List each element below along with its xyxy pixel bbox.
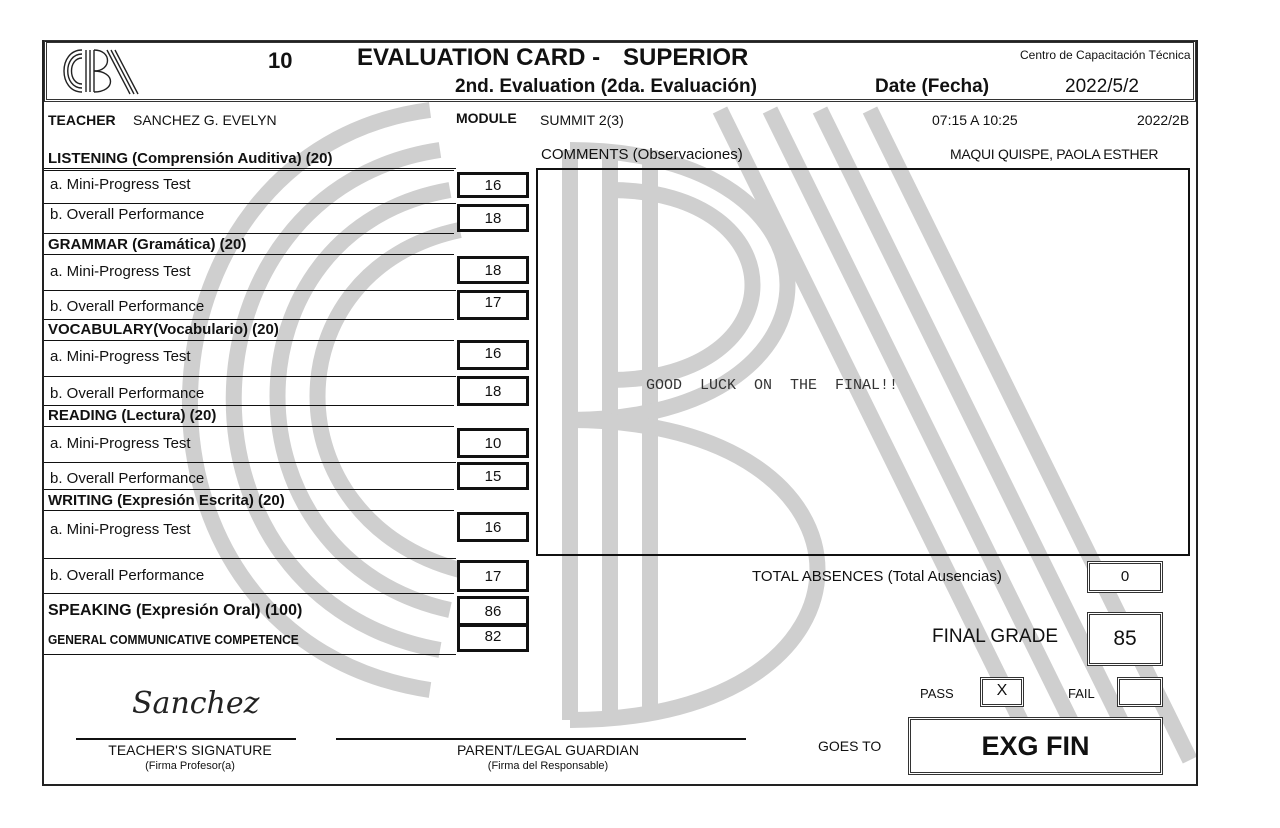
grammar-mini-label: a. Mini-Progress Test [50, 263, 191, 280]
cba-logo-icon [52, 44, 144, 98]
final-grade-value: 85 [1087, 612, 1163, 666]
student-name: MAQUI QUISPE, PAOLA ESTHER [950, 146, 1159, 162]
absences-value: 0 [1087, 561, 1163, 593]
section-title-reading: READING (Lectura) (20) [48, 407, 217, 424]
goes-to-value: EXG FIN [908, 717, 1163, 775]
reading-overall-score: 15 [457, 462, 529, 490]
schedule: 07:15 A 10:25 [932, 112, 1018, 128]
teacher-label: TEACHER [48, 112, 116, 128]
pass-label: PASS [920, 686, 954, 701]
institution-name: Centro de Capacitación Técnica [1020, 48, 1191, 62]
comments-label: COMMENTS (Observaciones) [541, 146, 743, 163]
grammar-overall-score: 17 [457, 290, 529, 320]
card-number: 10 [268, 48, 293, 73]
grammar-overall-label: b. Overall Performance [50, 298, 205, 315]
vocabulary-overall-label: b. Overall Performance [50, 385, 205, 402]
teacher-signature: Sanchez [132, 686, 260, 721]
listening-overall-score: 18 [457, 204, 529, 232]
section-title-listening: LISTENING (Comprensión Auditiva) (20) [48, 150, 333, 167]
section-title-writing: WRITING (Expresión Escrita) (20) [48, 492, 285, 509]
goes-to-label: GOES TO [818, 738, 882, 754]
reading-mini-label: a. Mini-Progress Test [50, 435, 191, 452]
writing-mini-score: 16 [457, 512, 529, 542]
period: 2022/2B [1137, 112, 1190, 128]
card-level: SUPERIOR [623, 44, 749, 71]
teacher-name: SANCHEZ G. EVELYN [133, 112, 277, 128]
date-label: Date (Fecha) [875, 76, 990, 97]
speaking-score: 86 [457, 596, 529, 626]
writing-mini-label: a. Mini-Progress Test [50, 521, 191, 538]
card-title: EVALUATION CARD - [357, 44, 601, 71]
teacher-signature-label: TEACHER'S SIGNATURE [108, 742, 272, 758]
section-title-grammar: GRAMMAR (Gramática) (20) [48, 236, 247, 253]
writing-overall-score: 17 [457, 560, 529, 592]
section-title-vocabulary: VOCABULARY(Vocabulario) (20) [48, 321, 279, 338]
fail-label: FAIL [1068, 686, 1095, 701]
module-value: SUMMIT 2(3) [540, 112, 624, 128]
parent-signature-label: PARENT/LEGAL GUARDIAN [456, 742, 640, 758]
listening-mini-label: a. Mini-Progress Test [50, 176, 191, 193]
absences-label: TOTAL ABSENCES (Total Ausencias) [752, 568, 1002, 585]
vocabulary-mini-score: 16 [457, 340, 529, 370]
grammar-mini-score: 18 [457, 256, 529, 284]
comments-text: GOOD LUCK ON THE FINAL!! [646, 377, 899, 394]
vocabulary-mini-label: a. Mini-Progress Test [50, 348, 191, 365]
reading-overall-label: b. Overall Performance [50, 470, 205, 487]
pass-checkbox[interactable]: X [980, 677, 1024, 707]
speaking-label: SPEAKING (Expresión Oral) (100) [48, 602, 303, 619]
gcc-score: 82 [457, 624, 529, 652]
date-value: 2022/5/2 [1065, 76, 1139, 97]
reading-mini-score: 10 [457, 428, 529, 458]
listening-mini-score: 16 [457, 172, 529, 198]
fail-checkbox[interactable] [1117, 677, 1163, 707]
gcc-label: GENERAL COMMUNICATIVE COMPETENCE [48, 632, 299, 647]
comments-box[interactable] [536, 168, 1190, 556]
teacher-signature-sublabel: (Firma Profesor(a) [145, 760, 235, 772]
listening-overall-label: b. Overall Performance [50, 206, 205, 223]
writing-overall-label: b. Overall Performance [50, 567, 205, 584]
final-grade-label: FINAL GRADE [932, 626, 1058, 647]
evaluation-subtitle: 2nd. Evaluation (2da. Evaluación) [455, 76, 757, 97]
vocabulary-overall-score: 18 [457, 376, 529, 406]
module-label: MODULE [456, 110, 517, 126]
parent-signature-sublabel: (Firma del Responsable) [487, 760, 609, 772]
